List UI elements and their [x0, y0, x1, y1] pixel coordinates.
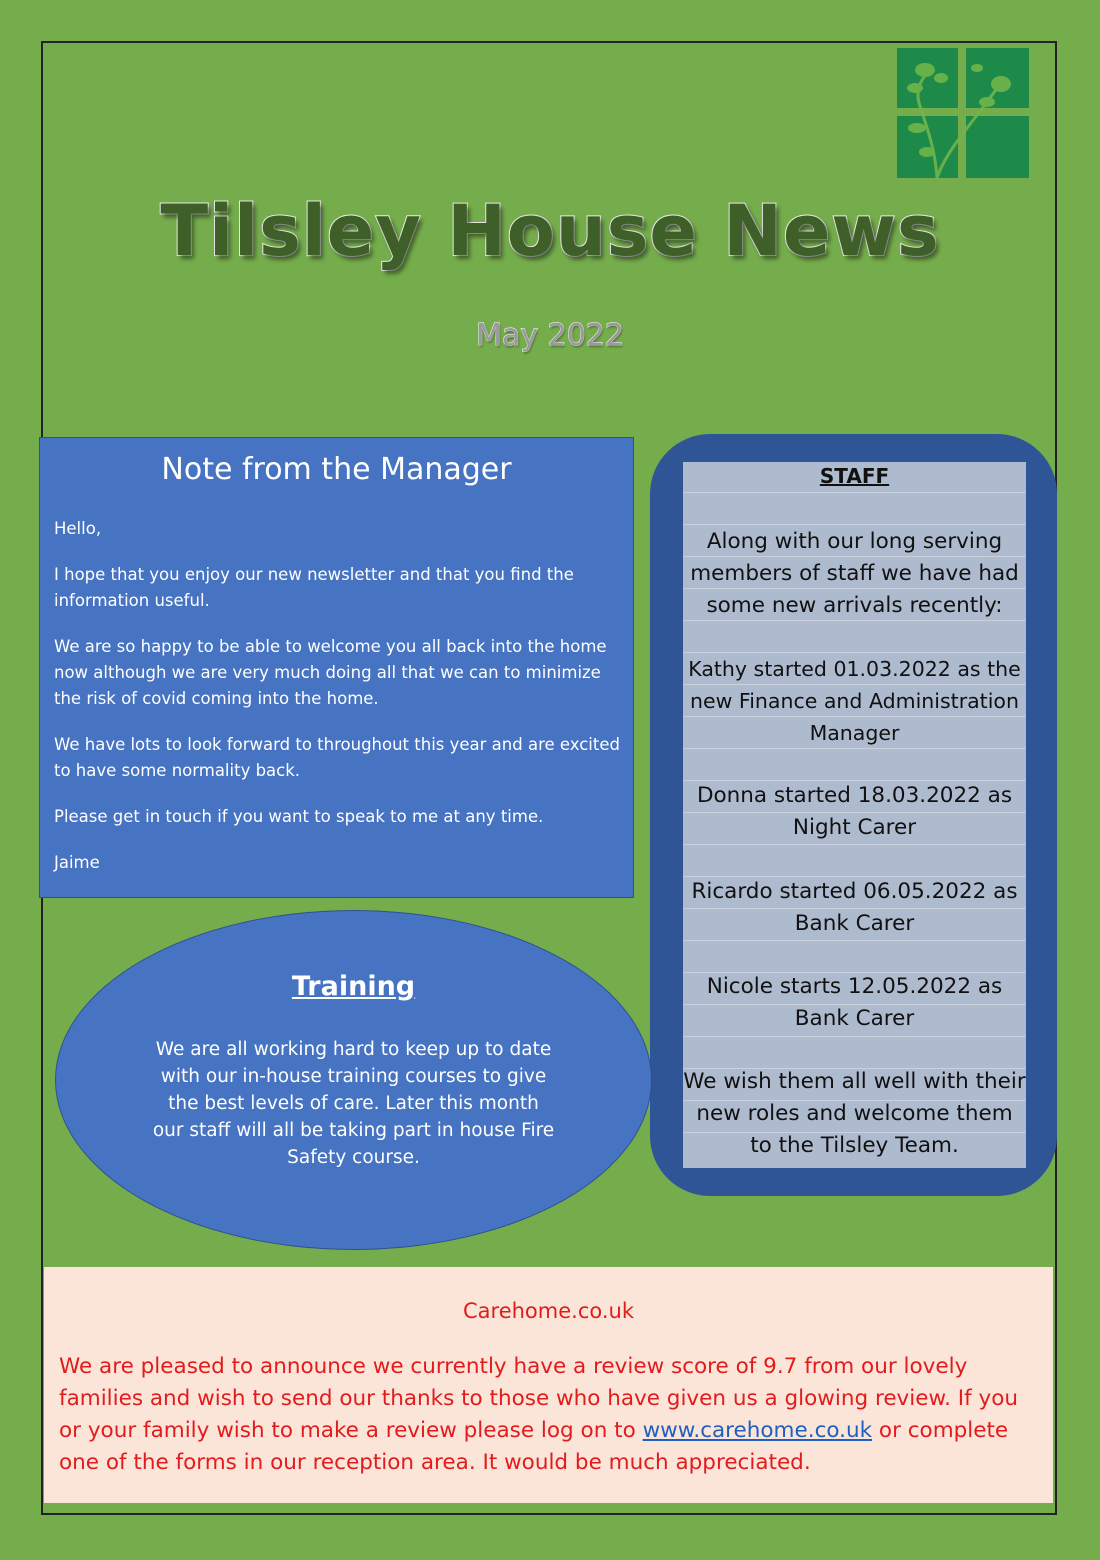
training-oval [55, 910, 652, 1250]
manager-note-body [54, 516, 621, 896]
manager-paragraph: Please get in touch if you want to speak to me at any time. [54, 807, 544, 826]
manager-paragraph: Hello, [54, 519, 102, 538]
newsletter-date: May 2022 [476, 318, 624, 353]
review-box [44, 1267, 1053, 1503]
manager-note-heading: Note from the Manager [161, 452, 512, 487]
manager-paragraph: We have lots to look forward to throughout this year and are excited to have some normality back. [54, 735, 620, 780]
review-text-start: We are pleased to announce we currently have a review score of 9.7 from our lovely families and wish to send our thanks to those who have given us a glowing review. If you or your family wish to make a review please log on to [59, 1354, 1018, 1443]
review-site-name: Carehome.co.uk [462, 1299, 634, 1323]
newsletter-title: Tilsley House News [160, 190, 940, 272]
staff-entry: Donna started 18.03.2022 as Night Carer [696, 783, 1013, 840]
staff-entry: Nicole starts 12.05.2022 as Bank Carer [706, 974, 1003, 1031]
staff-entry: Kathy started 01.03.2022 as the new Finance and Administration Manager [688, 657, 1021, 745]
review-message [59, 1351, 1038, 1479]
staff-heading: STAFF [819, 464, 890, 488]
manager-paragraph: I hope that you enjoy our new newsletter and that you find the information useful. [54, 565, 574, 610]
staff-entry: Ricardo started 06.05.2022 as Bank Carer [691, 879, 1018, 936]
manager-signature: Jaime [54, 853, 100, 872]
carehome-link[interactable]: www.carehome.co.uk [642, 1418, 873, 1443]
manager-note-box [39, 437, 634, 898]
manager-paragraph: We are so happy to be able to welcome you all back into the home now although we are very much doing all that we can to minimize the risk of covid coming into the home. [54, 637, 607, 708]
staff-closing: We wish them all well with their new roles and welcome them to the Tilsley Team. [683, 1069, 1026, 1158]
training-heading: Training [291, 971, 416, 1002]
staff-intro: Along with our long serving members of staff we have had some new arrivals recently: [690, 529, 1019, 618]
window-flowers-logo-icon [897, 48, 1029, 178]
training-text: We are all working hard to keep up to date with our in-house training courses to give the best levels of care. Later this month our staff will all be taking part in house Fire Safety course. [152, 1039, 555, 1168]
review-text-end: or complete one of the forms in our reception area. It would be much appreciated. [59, 1418, 1009, 1475]
